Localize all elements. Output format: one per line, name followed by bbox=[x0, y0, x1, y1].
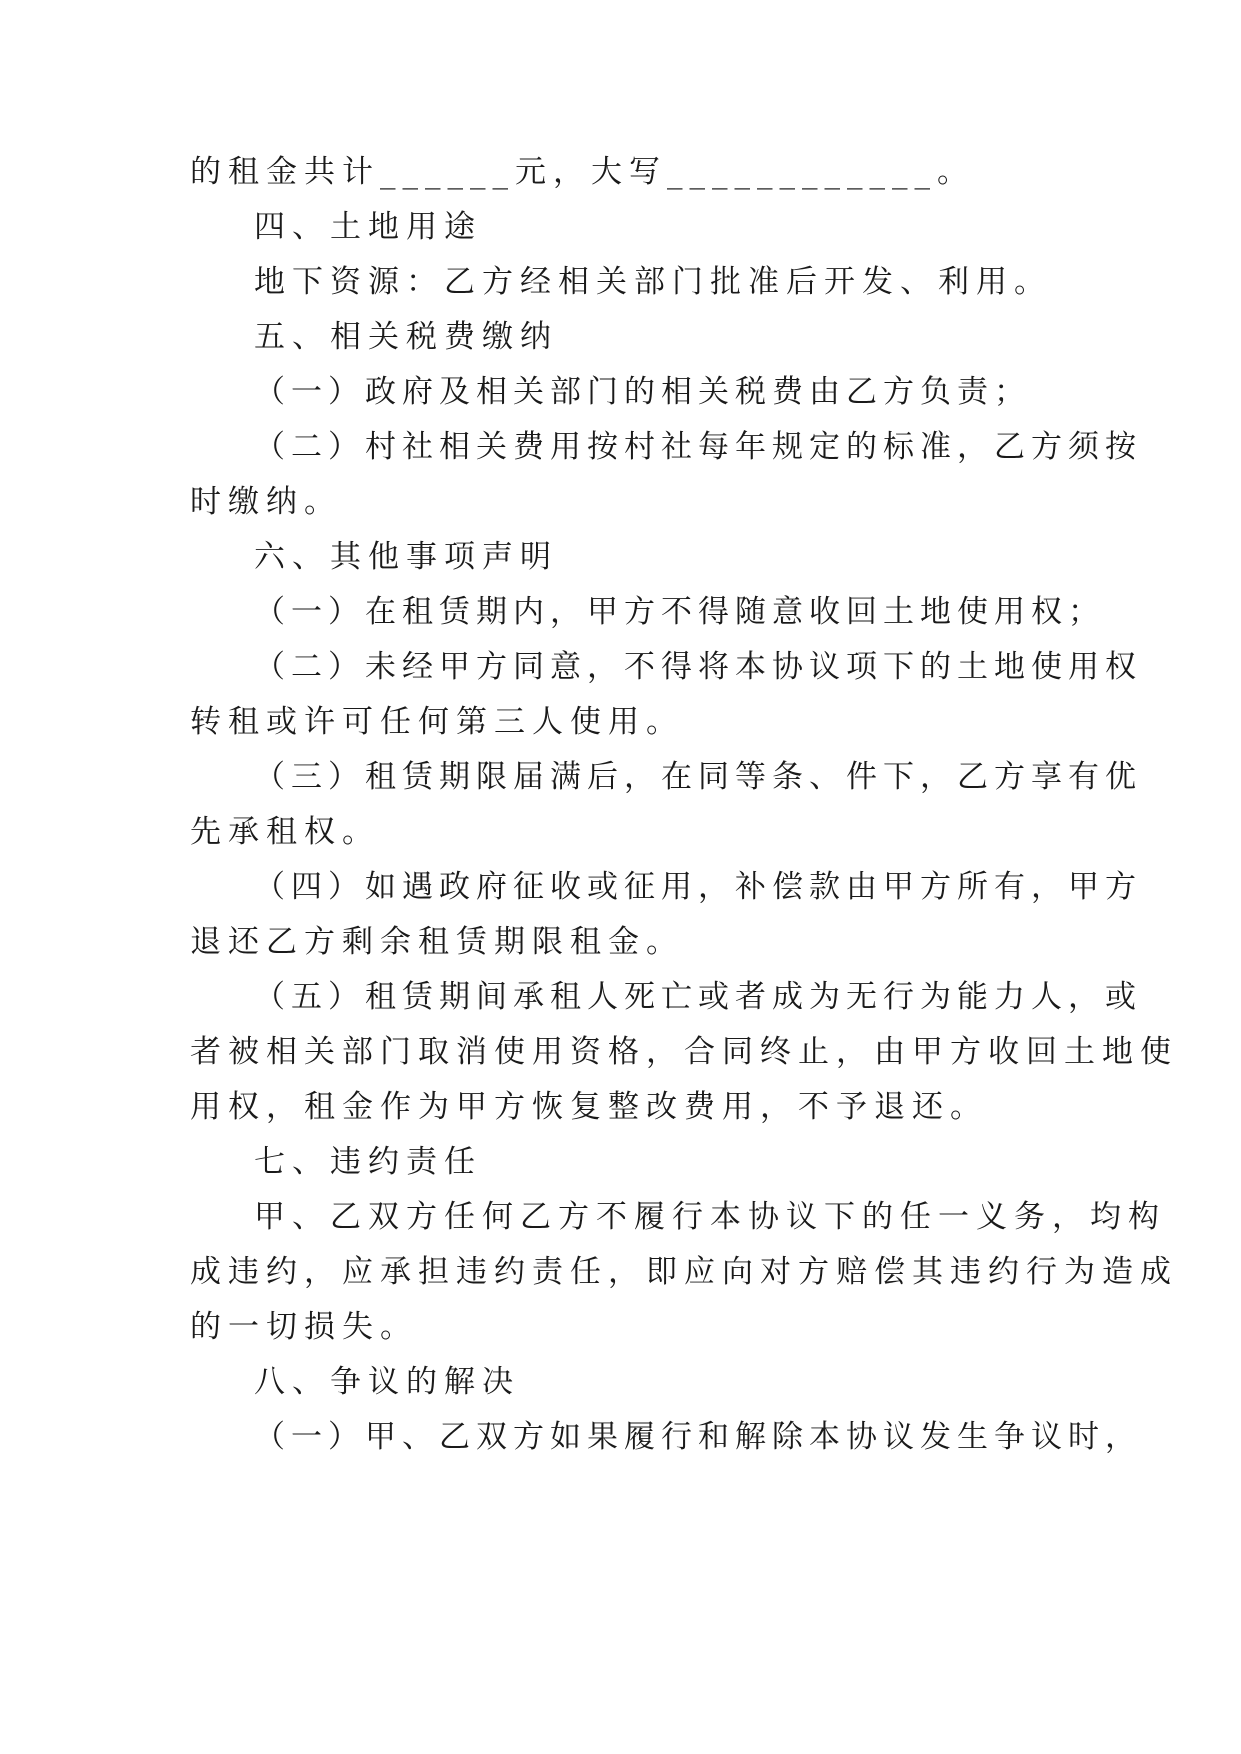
clause-line: （一）在租赁期内，甲方不得随意收回土地使用权； bbox=[254, 594, 1105, 630]
section-heading: 八、争议的解决 bbox=[254, 1364, 520, 1400]
clause-line: （五）租赁期间承租人死亡或者成为无行为能力人，或 bbox=[254, 979, 1142, 1015]
clause-line: （四）如遇政府征收或征用，补偿款由甲方所有，甲方 bbox=[254, 869, 1142, 905]
clause-line: （一）甲、乙双方如果履行和解除本协议发生争议时， bbox=[254, 1419, 1142, 1455]
paragraph-line: 甲、乙双方任何乙方不履行本协议下的任一义务，均构 bbox=[254, 1199, 1166, 1235]
paragraph-line: 转租或许可任何第三人使用。 bbox=[190, 704, 684, 740]
clause-line: （二）村社相关费用按村社每年规定的标准，乙方须按 bbox=[254, 429, 1142, 465]
paragraph-line: 先承租权。 bbox=[190, 814, 380, 850]
paragraph-line: 用权，租金作为甲方恢复整改费用，不予退还。 bbox=[190, 1089, 988, 1125]
paragraph-line: 成违约，应承担违约责任，即应向对方赔偿其违约行为造成 bbox=[190, 1254, 1178, 1290]
paragraph-line: 者被相关部门取消使用资格，合同终止，由甲方收回土地使 bbox=[190, 1034, 1178, 1070]
paragraph-line: 的一切损失。 bbox=[190, 1309, 418, 1345]
paragraph-line: 时缴纳。 bbox=[190, 484, 342, 520]
section-heading: 四、土地用途 bbox=[254, 209, 482, 245]
clause-line: （二）未经甲方同意，不得将本协议项下的土地使用权 bbox=[254, 649, 1142, 685]
section-heading: 五、相关税费缴纳 bbox=[254, 319, 558, 355]
clause-line: （一）政府及相关部门的相关税费由乙方负责； bbox=[254, 374, 1031, 410]
section-heading: 七、违约责任 bbox=[254, 1144, 482, 1180]
section-heading: 六、其他事项声明 bbox=[254, 539, 558, 575]
paragraph-line: 地下资源：乙方经相关部门批准后开发、利用。 bbox=[254, 264, 1052, 300]
paragraph-line: 的租金共计______元，大写____________。 bbox=[190, 154, 975, 190]
paragraph-line: 退还乙方剩余租赁期限租金。 bbox=[190, 924, 684, 960]
clause-line: （三）租赁期限届满后，在同等条、件下，乙方享有优 bbox=[254, 759, 1142, 795]
